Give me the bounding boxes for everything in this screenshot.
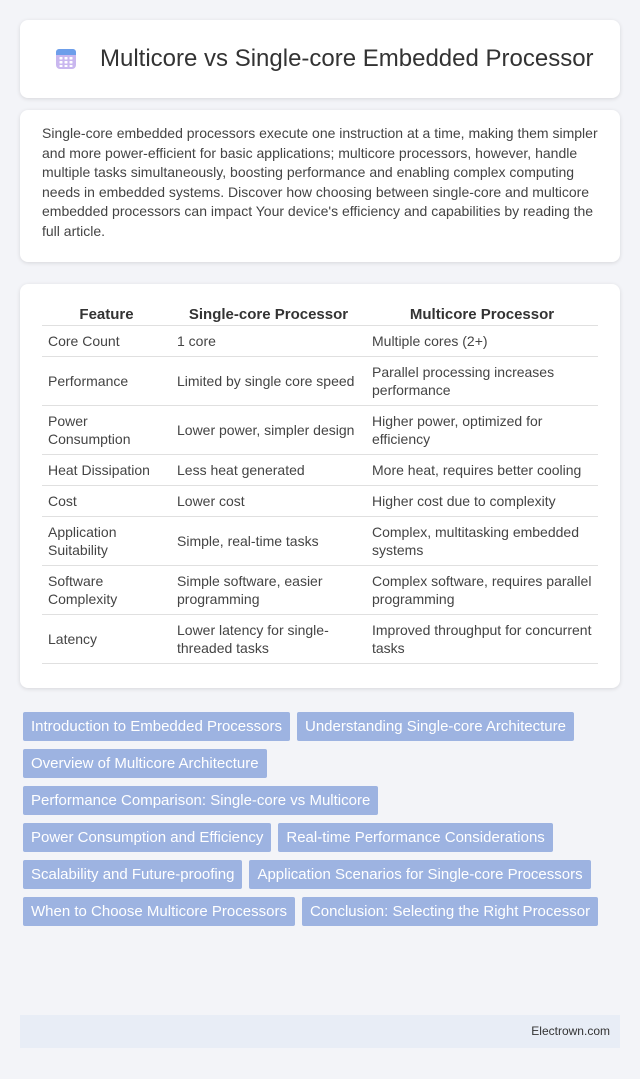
table-header-row: [42, 302, 598, 326]
topic-tag-conclusion[interactable]: Conclusion: Selecting the Right Processor: [302, 897, 598, 926]
table-cell: Complex software, requires parallel programming: [366, 566, 598, 615]
comparison-table-card: [20, 284, 620, 688]
table-cell: Improved throughput for concurrent tasks: [366, 615, 598, 664]
page-title: Multicore vs Single-core Embedded Processor: [100, 45, 594, 72]
table-cell: Lower power, simpler design: [171, 406, 366, 455]
table-cell: Software Complexity: [42, 566, 171, 615]
table-row: [42, 455, 598, 486]
footer: [20, 1015, 620, 1048]
table-cell: Less heat generated: [171, 455, 366, 486]
table-header: Multicore Processor: [366, 302, 598, 326]
footer-site-link[interactable]: Electrown.com: [531, 1024, 610, 1038]
intro-text: Single-core embedded processors execute one instruction at a time, making them simpler and more power-efficient for basic applications; multicore processors, however, handle multiple tasks simultaneously, boosting performance and enabling complex computing needs in embedded systems. Discover how choosing between single-core and multicore embedded processors can impact Your device's efficiency and capabilities by reading the full article.: [42, 125, 598, 239]
table-header: Feature: [42, 302, 171, 326]
topic-tag-scalability[interactable]: Scalability and Future-proofing: [23, 860, 242, 889]
topic-tag-power[interactable]: Power Consumption and Efficiency: [23, 823, 271, 852]
table-cell: Latency: [42, 615, 171, 664]
intro-card: [20, 110, 620, 262]
table-cell: Lower cost: [171, 486, 366, 517]
topic-tag-when-multicore[interactable]: When to Choose Multicore Processors: [23, 897, 295, 926]
table-cell: Limited by single core speed: [171, 357, 366, 406]
table-cell: Performance: [42, 357, 171, 406]
table-row: [42, 615, 598, 664]
topic-tag-intro[interactable]: Introduction to Embedded Processors: [23, 712, 290, 741]
table-row: [42, 486, 598, 517]
topic-tag-multicore-overview[interactable]: Overview of Multicore Architecture: [23, 749, 267, 778]
topic-tag-single-core[interactable]: Understanding Single-core Architecture: [297, 712, 574, 741]
table-cell: Simple, real-time tasks: [171, 517, 366, 566]
table-cell: 1 core: [171, 326, 366, 357]
calculator-icon: [54, 47, 78, 71]
table-cell: Multiple cores (2+): [366, 326, 598, 357]
table-row: [42, 406, 598, 455]
title-card: [20, 20, 620, 98]
table-cell: More heat, requires better cooling: [366, 455, 598, 486]
table-header: Single-core Processor: [171, 302, 366, 326]
topic-tags: [23, 712, 623, 934]
table-row: [42, 357, 598, 406]
table-cell: Parallel processing increases performance: [366, 357, 598, 406]
table-cell: Higher power, optimized for efficiency: [366, 406, 598, 455]
comparison-table: [42, 302, 598, 664]
table-cell: Complex, multitasking embedded systems: [366, 517, 598, 566]
table-cell: Application Suitability: [42, 517, 171, 566]
table-row: [42, 517, 598, 566]
topic-tag-performance[interactable]: Performance Comparison: Single-core vs Multicore: [23, 786, 378, 815]
topic-tag-real-time[interactable]: Real-time Performance Considerations: [278, 823, 552, 852]
table-cell: Simple software, easier programming: [171, 566, 366, 615]
topic-tag-single-core-scenarios[interactable]: Application Scenarios for Single-core Processors: [249, 860, 590, 889]
table-row: [42, 566, 598, 615]
table-row: [42, 326, 598, 357]
table-cell: Cost: [42, 486, 171, 517]
table-cell: Lower latency for single-threaded tasks: [171, 615, 366, 664]
table-cell: Higher cost due to complexity: [366, 486, 598, 517]
table-cell: Heat Dissipation: [42, 455, 171, 486]
table-cell: Core Count: [42, 326, 171, 357]
table-cell: Power Consumption: [42, 406, 171, 455]
